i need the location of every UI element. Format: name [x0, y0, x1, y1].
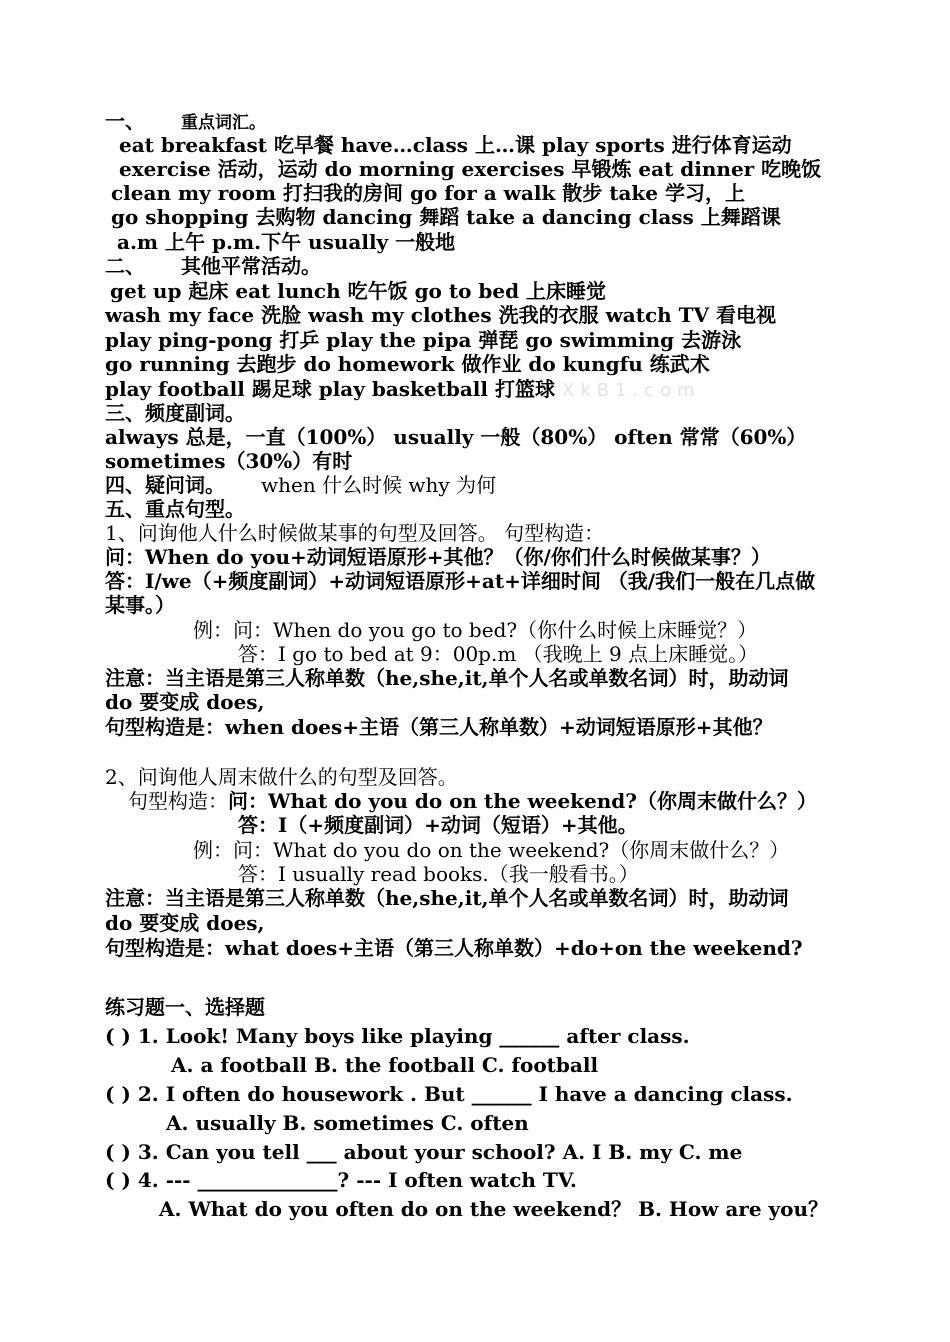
- vocab-line: go shopping 去购物 dancing 舞蹈 take a dancing class 上舞蹈课: [111, 205, 781, 229]
- section-2-number: 二、: [105, 254, 145, 278]
- note-2-structure: 句型构造是：what does+主语（第三人称单数）+do+on the weekend?: [105, 936, 803, 960]
- watermark: XkB1.com: [561, 380, 701, 401]
- pattern-1-answer: 某事。）: [105, 593, 175, 617]
- note-2: do 要变成 does,: [105, 911, 265, 935]
- question-1-options: A. a football B. the football C. football: [171, 1053, 599, 1077]
- activity-line: [105, 377, 701, 403]
- note-2: 注意：当主语是第三人称单数（he,she,it,单个人名或单数名词）时，助动词: [105, 886, 789, 910]
- activity-line: go running 去跑步 do homework 做作业 do kungfu 练武术: [105, 352, 710, 376]
- question-3: ( ) 3. Can you tell ___ about your school? A. I B. my C. me: [105, 1140, 743, 1164]
- vocab-line: eat breakfast 吃早餐 have…class 上…课 play sports 进行体育运动: [119, 133, 792, 157]
- vocab-line: clean my room 打扫我的房间 go for a walk 散步 take 学习，上: [111, 181, 745, 205]
- vocab-line: a.m 上午 p.m.下午 usually 一般地: [117, 230, 456, 254]
- pattern-2-answer: 答：I（+频度副词）+动词（短语）+其他。: [238, 813, 638, 837]
- pattern-2-label: 句型构造：: [128, 789, 228, 813]
- note-1: do 要变成 does,: [105, 690, 265, 714]
- activity-line: wash my face 洗脸 wash my clothes 洗我的衣服 watch TV 看电视: [105, 303, 777, 327]
- section-3-heading: 三、频度副词。: [105, 401, 245, 425]
- section-4-heading: [105, 473, 496, 497]
- question-4: ( ) 4. --- ______________? --- I often watch TV.: [105, 1168, 577, 1192]
- pattern-1-example-answer: 答：I go to bed at 9：00p.m （我晚上 9 点上床睡觉。）: [238, 642, 759, 666]
- activity-text: play football 踢足球 play basketball 打篮球: [105, 377, 555, 401]
- frequency-line: sometimes（30%）有时: [105, 449, 353, 473]
- note-1: 注意：当主语是第三人称单数（he,she,it,单个人名或单数名词）时，助动词: [105, 666, 789, 690]
- section-1-heading: [105, 109, 266, 135]
- pattern-2-title: 2、问询他人周末做什么的句型及回答。: [105, 765, 458, 789]
- note-1-structure: 句型构造是：when does+主语（第三人称单数）+动词短语原形+其他？: [105, 715, 773, 739]
- pattern-2-example-question: 例：问：What do you do on the weekend?（你周末做什么？）: [193, 838, 790, 862]
- section-1-number: 一、: [105, 109, 145, 133]
- question-4-options: A. What do you often do on the weekend？ B. How are you？: [159, 1197, 829, 1221]
- question-2-options: A. usually B. sometimes C. often: [166, 1111, 529, 1135]
- activity-line: play ping-pong 打乒 play the pipa 弹琵 go swimming 去游泳: [105, 328, 742, 352]
- section-2-title: 其他平常活动。: [181, 254, 321, 278]
- pattern-1-question: 问：When do you+动词短语原形+其他？（你/你们什么时候做某事？）: [105, 545, 771, 569]
- pattern-2-question: 问：What do you do on the weekend?（你周末做什么？）: [228, 789, 818, 813]
- pattern-2-question-line: [128, 789, 817, 813]
- question-2: ( ) 2. I often do housework . But ______ I have a dancing class.: [105, 1082, 793, 1106]
- exercise-title: 练习题一、选择题: [105, 995, 265, 1019]
- frequency-line: always 总是，一直（100%） usually 一般（80%） often 常常（60%）: [105, 425, 807, 449]
- pattern-1-answer: 答：I/we（+频度副词）+动词短语原形+at+详细时间 （我/我们一般在几点做: [105, 569, 816, 593]
- section-5-heading: 五、重点句型。: [105, 497, 245, 521]
- pattern-2-example-answer: 答：I usually read books.（我一般看书。）: [238, 862, 639, 886]
- section-1-title: 重点词汇。: [181, 113, 266, 133]
- activity-line: get up 起床 eat lunch 吃午饭 go to bed 上床睡觉: [110, 279, 607, 303]
- question-words: when 什么时候 why 为何: [261, 473, 497, 497]
- section-2-heading: [105, 254, 321, 278]
- pattern-1-example-question: 例：问：When do you go to bed?（你什么时候上床睡觉？）: [193, 618, 758, 642]
- question-1: ( ) 1. Look! Many boys like playing ______ after class.: [105, 1024, 690, 1048]
- pattern-1-title: 1、问询他人什么时候做某事的句型及回答。 句型构造：: [105, 521, 605, 545]
- section-4-title: 四、疑问词。: [105, 473, 225, 497]
- vocab-line: exercise 活动，运动 do morning exercises 早锻炼 eat dinner 吃晚饭: [119, 157, 822, 181]
